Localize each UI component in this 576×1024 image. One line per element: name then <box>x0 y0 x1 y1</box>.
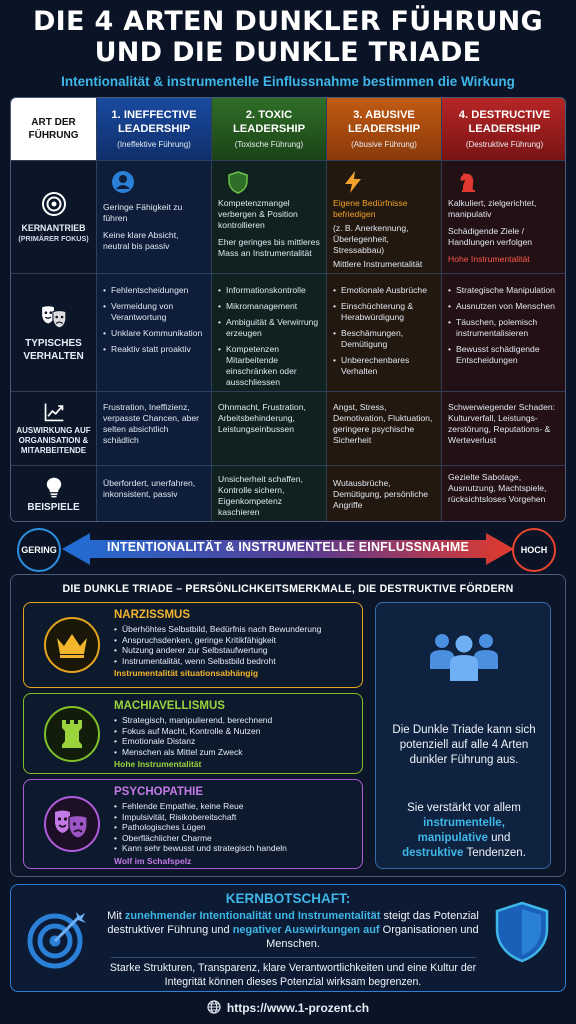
chess-knight-icon <box>456 170 480 194</box>
theater-masks-icon <box>39 303 69 331</box>
header-toxic: 2. TOXIC LEADERSHIP (Toxische Führung) <box>212 98 327 161</box>
cell-kernantrieb-toxic: Kompetenzmangel verbergen & Position kontrollieren Eher geringes bis mittleres Mass an Instrumentalität <box>212 161 327 274</box>
cell-kernantrieb-destructive: Kalkuliert, zielgerichtet, manipulativ Schädigende Ziele / Handlungen verfolgen Hohe Instrumentalität <box>442 161 566 274</box>
trait-machiavellismus: MACHIAVELLISMUS • Strategisch, manipulierend, berechnend • Fokus auf Macht, Kontrolle & Nutzen • Emotionale Distanz • Menschen als Mittel zum Zweck Hohe Instrumentalität <box>23 693 363 774</box>
leadership-table <box>10 97 566 522</box>
triad-info-emphasis: Sie verstärkt vor allem instrumentelle, manipulative und destruktive Tendenzen. <box>402 802 526 859</box>
dark-triad-section <box>10 574 566 877</box>
corner-label: ART DER FÜHRUNG <box>11 98 97 161</box>
footer-link[interactable]: https://www.1-prozent.ch <box>0 1000 576 1015</box>
shield-icon <box>495 901 549 963</box>
trait-psychopathie: PSYCHOPATHIE • Fehlende Empathie, keine Reue • Impulsivität, Risikobereitschaft • Pathologisches Lügen • Oberflächlicher Charme • Kann sehr bewusst und strategisch handeln Wolf im Schafspelz <box>23 779 363 869</box>
trait-narzissmus: NARZISSMUS • Überhöhtes Selbstbild, Bedürfnis nach Bewunderung • Anspruchsdenken, geringe Kritikfähigkeit • Nutzung anderer zur Selbstaufwertung • Instrumentalität, wenn Selbstbild bedroht Instrumentalität situationsabhängig <box>23 602 363 688</box>
row-label-auswirkung: AUSWIRKUNG AUF ORGANISATION & MITARBEITENDE <box>11 392 97 466</box>
cell-auswirkung-destructive: Schwerwiegender Schaden: Kulturverfall, Leistungs-zerstörung, Reputations- & Werteverlust <box>442 392 566 466</box>
header-ineffective: 1. INEFFECTIVE LEADERSHIP (Ineffektive Führung) <box>97 98 212 161</box>
cell-beispiele-ineffective: Überfordert, unerfahren, inkonsistent, passiv <box>97 466 212 522</box>
cell-verhalten-toxic: • Informationskontrolle • Mikromanagement • Ambiguität & Verwirrung erzeugen • Kompetenzen Mitarbeitende einschränken oder ausschliessen <box>212 274 327 392</box>
trend-chart-icon <box>42 401 66 423</box>
cell-auswirkung-ineffective: Frustration, Ineffizienz, verpasste Chancen, aber selten absichtlich schädlich <box>97 392 212 466</box>
cell-verhalten-abusive: • Emotionale Ausbrüche • Einschüchterung & Herabwürdigung • Beschämungen, Demütigung • Unberechenbares Verhalten <box>327 274 442 392</box>
shield-icon <box>226 170 250 194</box>
triad-info-box <box>375 602 551 869</box>
bullseye-icon <box>27 907 89 969</box>
chess-rook-icon <box>44 706 100 762</box>
cell-auswirkung-abusive: Angst, Stress, Demotivation, Fluktuation, geringere psychische Sicherheit <box>327 392 442 466</box>
core-message-conclusion: Starke Strukturen, Transparenz, klare Verantwortlichkeiten und eine Kultur der Integrität können dieses Potenzial wirksam begrenzen. <box>109 962 477 988</box>
core-message-title: KERNBOTSCHAFT: <box>225 891 351 906</box>
lightbulb-icon <box>43 476 65 498</box>
group-icon <box>426 627 502 687</box>
globe-icon <box>207 1000 221 1014</box>
row-label-verhalten: TYPISCHES VERHALTEN <box>11 274 97 392</box>
header-abusive: 3. ABUSIVE LEADERSHIP (Abusive Führung) <box>327 98 442 161</box>
cell-beispiele-toxic: Unsicherheit schaffen, Kontrolle sichern, Eigenkompetenz kaschieren <box>212 466 327 522</box>
cell-beispiele-destructive: Gezielte Sabotage, Ausnutzung, Machtspiele, rücksichtsloses Vorgehen <box>442 466 566 522</box>
cell-verhalten-ineffective: • Fehlentscheidungen • Vermeidung von Verantwortung • Unklare Kommunikation • Reaktiv statt proaktiv <box>97 274 212 392</box>
cell-kernantrieb-abusive: Eigene Bedürfnisse befriedigen (z. B. Anerkennung, Überlegenheit, Stressabbau) Mittlere Instrumentalität <box>327 161 442 274</box>
triad-title: DIE DUNKLE TRIADE – PERSÖNLICHKEITSMERKMALE, DIE DESTRUKTIVE FÖRDERN <box>62 583 514 595</box>
divider <box>111 957 476 958</box>
core-message-box <box>10 884 566 992</box>
triad-info-text: Die Dunkle Triade kann sich potenziell auf alle 4 Arten dunkler Führung aus. <box>392 724 536 766</box>
scale-low-label: GERING <box>17 528 61 572</box>
page-subtitle: Intentionalität & instrumentelle Einflussnahme bestimmen die Wirkung <box>61 74 515 89</box>
row-label-kernantrieb: KERNANTRIEB (PRIMÄRER FOKUS) <box>11 161 97 274</box>
lightning-icon <box>341 170 365 194</box>
target-icon <box>41 191 67 217</box>
masks-icon <box>44 796 100 852</box>
cell-auswirkung-toxic: Ohnmacht, Frustration, Arbeitsbehinderung, Leistungseinbussen <box>212 392 327 466</box>
user-icon <box>111 170 135 194</box>
page-title: DIE 4 ARTEN DUNKLER FÜHRUNG UND DIE DUNKLE TRIADE <box>32 6 544 68</box>
cell-beispiele-abusive: Wutausbrüche, Demütigung, persönliche Angriffe <box>327 466 442 522</box>
row-label-beispiele: BEISPIELE <box>11 466 97 522</box>
core-message-text: Mit zunehmender Intentionalität und Instrumentalität steigt das Potenzial destruktiver Führung und negativer Auswirkungen auf Organisationen und Menschen. <box>107 910 479 950</box>
header-destructive: 4. DESTRUCTIVE LEADERSHIP (Destruktive Führung) <box>442 98 566 161</box>
cell-verhalten-destructive: • Strategische Manipulation • Ausnutzen von Menschen • Täuschen, polemisch instrumentalisieren • Bewusst schädigende Entscheidungen <box>442 274 566 392</box>
scale-high-label: HOCH <box>512 528 556 572</box>
scale-label: INTENTIONALITÄT & INSTRUMENTELLE EINFLUSSNAHME <box>107 540 469 554</box>
cell-kernantrieb-ineffective: Geringe Fähigkeit zu führen Keine klare Absicht, neutral bis passiv <box>97 161 212 274</box>
crown-icon <box>44 617 100 673</box>
